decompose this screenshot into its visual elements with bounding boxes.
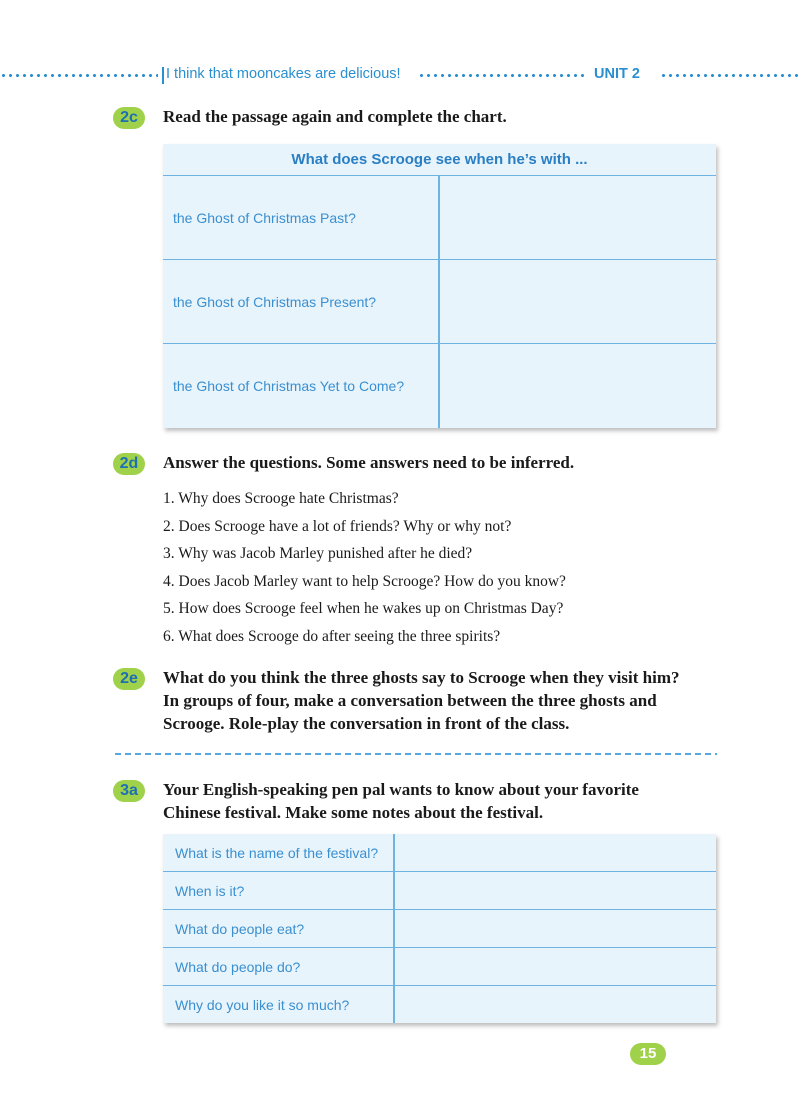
badge-2e: 2e [113,668,145,690]
header-dots-left [0,74,158,77]
badge-2d: 2d [113,453,145,475]
notes-row-label: What do people do? [175,959,301,975]
badge-2c: 2c [113,107,145,129]
question-item: 4. Does Jacob Marley want to help Scrooge? How do you know? [163,572,566,590]
instruction-2c: Read the passage again and complete the chart. [163,107,507,126]
header-dots-right [660,74,800,77]
instruction-3a-line: Your English-speaking pen pal wants to know about your favorite [163,780,639,799]
page-number: 15 [630,1043,666,1065]
chart-row-label: the Ghost of Christmas Past? [173,210,356,226]
question-item: 3. Why was Jacob Marley punished after he died? [163,545,473,563]
chart-header: What does Scrooge see when he’s with ... [163,144,716,176]
instruction-2e-line: Scrooge. Role-play the conversation in front of the class. [163,714,570,733]
festival-notes-table [163,834,716,1023]
header-title: I think that mooncakes are delicious! [166,66,401,82]
unit-label: UNIT 2 [594,66,640,82]
notes-row-label: What is the name of the festival? [175,845,379,861]
notes-row [163,948,716,986]
notes-row [163,872,716,910]
chart-row [163,344,716,428]
chart-row-label: the Ghost of Christmas Yet to Come? [173,378,405,394]
notes-row [163,834,716,872]
chart-column-divider [438,176,440,428]
instruction-2e-line: What do you think the three ghosts say to Scrooge when they visit him? [163,668,680,687]
instruction-2e-line: In groups of four, make a conversation between the three ghosts and [163,691,657,710]
question-item: 5. How does Scrooge feel when he wakes up on Christmas Day? [163,600,564,618]
chart-row [163,176,716,260]
notes-row-label: When is it? [175,883,245,899]
notes-row-label: What do people eat? [175,921,305,937]
page-header [0,62,800,88]
question-item: 1. Why does Scrooge hate Christmas? [163,490,399,507]
question-list [163,488,566,654]
notes-row [163,910,716,948]
header-divider [162,67,164,84]
question-item: 2. Does Scrooge have a lot of friends? Why or why not? [163,517,512,535]
chart-row [163,260,716,344]
scrooge-chart [163,144,716,428]
section-divider [115,753,717,755]
header-dots-middle [418,74,586,77]
question-item: 6. What does Scrooge do after seeing the three spirits? [163,627,501,645]
chart-row-label: the Ghost of Christmas Present? [173,294,377,310]
badge-3a: 3a [113,780,145,802]
instruction-2d: Answer the questions. Some answers need to be inferred. [163,453,575,472]
notes-column-divider [393,834,395,1023]
instruction-3a-line: Chinese festival. Make some notes about the festival. [163,803,544,822]
notes-row [163,986,716,1024]
notes-row-label: Why do you like it so much? [175,997,350,1013]
